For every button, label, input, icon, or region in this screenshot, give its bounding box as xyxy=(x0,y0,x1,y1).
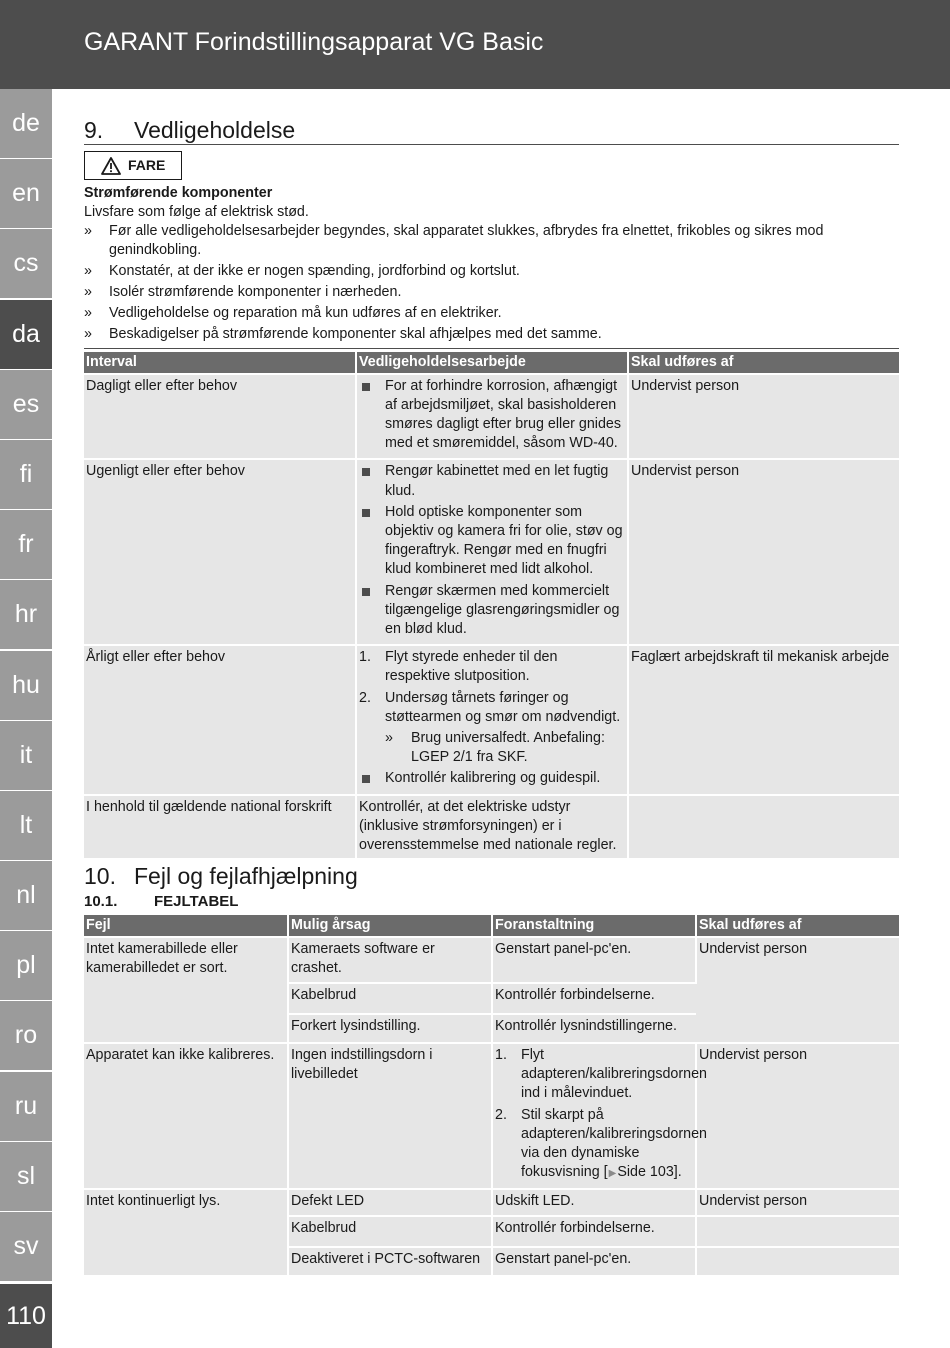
cross-reference-arrow-icon: ▶ xyxy=(608,1168,617,1180)
section-number: 9. xyxy=(84,117,104,143)
danger-label xyxy=(84,151,182,180)
list-item: 2. Undersøg tårnets føringer og støttearmen og smør om nødvendigt. xyxy=(359,689,621,725)
language-tab-en[interactable]: en xyxy=(0,159,52,228)
performer-cell xyxy=(696,1247,899,1275)
cause-cell: Ingen indstillingsdorn i livebilledet xyxy=(288,1043,492,1189)
page-header xyxy=(0,0,950,89)
list-item: 1. Flyt styrede enheder til den respektive slutposition. xyxy=(359,649,558,685)
measure-cell xyxy=(492,1043,707,1189)
work-cell xyxy=(356,645,628,794)
list-item: Rengør kabinettet med en let fugtig klud. xyxy=(359,462,625,500)
language-tab-sl[interactable]: sl xyxy=(0,1142,52,1211)
list-item: » Beskadigelser på strømførende komponenter skal afhjælpes med det samme. xyxy=(84,325,602,342)
fault-cell: Intet kontinuerligt lys. xyxy=(84,1189,288,1275)
performer-cell: Undervist person xyxy=(696,1189,899,1215)
measure-cell: Udskift LED. xyxy=(492,1189,696,1215)
language-tab-da[interactable]: da xyxy=(0,300,52,369)
table-row xyxy=(84,1043,899,1189)
section-rule xyxy=(84,144,899,145)
page-number: 110 xyxy=(0,1284,52,1348)
table-header-row xyxy=(84,915,899,937)
interval-cell: I henhold til gældende national forskrift xyxy=(84,795,356,859)
bullet-marker: » xyxy=(84,304,92,321)
bullet-marker: » xyxy=(84,262,92,279)
language-tab-pl[interactable]: pl xyxy=(0,931,52,1000)
table-top-rule xyxy=(84,348,899,349)
section-heading-maintenance xyxy=(84,116,899,144)
subsection-number: 10.1. xyxy=(84,893,118,911)
table-row xyxy=(84,459,899,645)
section-number: 10. xyxy=(84,863,116,890)
language-tab-fi[interactable]: fi xyxy=(0,440,52,509)
work-cell xyxy=(356,374,628,460)
measure-cell: Kontrollér lysnindstillingerne. xyxy=(492,1014,696,1043)
page-content xyxy=(84,116,899,1275)
column-header: Foranstaltning xyxy=(492,915,696,937)
list-item: » Isolér strømførende komponenter i nærheden. xyxy=(84,283,402,300)
subsection-heading xyxy=(84,892,899,911)
subsection-title: FEJLTABEL xyxy=(154,893,239,911)
cause-cell: Kabelbrud xyxy=(288,983,492,1014)
language-tab-ru[interactable]: ru xyxy=(0,1072,52,1141)
square-bullet-icon xyxy=(362,588,370,596)
column-header: Skal udføres af xyxy=(696,915,899,937)
measure-cell: Genstart panel-pc'en. xyxy=(492,1247,696,1275)
list-item: » Konstatér, at der ikke er nogen spænding, jordforbind og kortslut. xyxy=(84,262,520,279)
bullet-marker: » xyxy=(385,729,393,746)
column-header: Interval xyxy=(84,352,356,374)
language-tab-lt[interactable]: lt xyxy=(0,791,52,860)
list-item: Hold optiske komponenter som objektiv og kamera fri for olie, støv og fingeraftryk. Rengør med en fnugfri klud kombineret med lidt alkohol. xyxy=(359,503,625,580)
table-row xyxy=(84,374,899,460)
interval-cell: Årligt eller efter behov xyxy=(84,645,356,794)
column-header: Mulig årsag xyxy=(288,915,492,937)
list-item: For at forhindre korrosion, afhængigt af arbejdsmiljøet, skal basisholderen smøres dagligt efter brug eller gnides med et smøremiddel, såsom WD-40. xyxy=(359,377,625,454)
language-tab-hu[interactable]: hu xyxy=(0,651,52,720)
bullet-marker: » xyxy=(84,222,92,239)
performer-cell: Faglært arbejdskraft til mekanisk arbejde xyxy=(628,645,899,794)
cause-cell: Kabelbrud xyxy=(288,1216,492,1247)
square-bullet-icon xyxy=(362,383,370,391)
section-title: Fejl og fejlafhjælpning xyxy=(134,863,358,890)
section-heading-faults xyxy=(84,862,899,890)
step-number: 1. xyxy=(495,1046,507,1063)
hazard-title: Strømførende komponenter xyxy=(84,184,273,201)
language-tab-ro[interactable]: ro xyxy=(0,1001,52,1070)
bullet-marker: » xyxy=(84,325,92,342)
list-item: » Brug universalfedt. Anbefaling: LGEP 2/1 fra SKF. xyxy=(385,729,605,766)
table-row xyxy=(84,1189,899,1215)
column-header: Vedligeholdelsesarbejde xyxy=(356,352,628,374)
column-header: Skal udføres af xyxy=(628,352,899,374)
performer-cell: Undervist person xyxy=(628,374,899,460)
list-item: » Vedligeholdelse og reparation må kun udføres af en elektriker. xyxy=(84,304,502,321)
measure-cell: Kontrollér forbindelserne. xyxy=(492,983,696,1014)
square-bullet-icon xyxy=(362,468,370,476)
warning-triangle-icon xyxy=(101,157,121,175)
work-cell: Kontrollér, at det elektriske udstyr (inklusive strømforsyningen) er i overensstemmelse med nationale regler. xyxy=(356,795,628,859)
performer-cell: Undervist person xyxy=(696,937,899,1043)
fault-cell: Apparatet kan ikke kalibreres. xyxy=(84,1043,288,1189)
safety-instructions xyxy=(84,222,899,344)
performer-cell: Undervist person xyxy=(696,1043,899,1189)
hazard-text: Livsfare som følge af elektrisk stød. xyxy=(84,203,309,220)
list-item: » Før alle vedligeholdelsesarbejder begyndes, skal apparatet slukkes, afbrydes fra elnettet, frikobles og sikres mod genindkobling. xyxy=(84,222,824,258)
section-title: Vedligeholdelse xyxy=(134,117,296,143)
document-title: GARANT Forindstillingsapparat VG Basic xyxy=(84,28,544,56)
square-bullet-icon xyxy=(362,775,370,783)
square-bullet-icon xyxy=(362,509,370,517)
language-tab-de[interactable]: de xyxy=(0,89,52,158)
performer-cell xyxy=(628,795,899,859)
cause-cell: Forkert lysindstilling. xyxy=(288,1014,492,1043)
list-item: Kontrollér kalibrering og guidespil. xyxy=(359,769,625,788)
cause-cell: Kameraets software er crashet. xyxy=(288,937,492,982)
performer-cell xyxy=(696,1216,899,1247)
measure-cell: Kontrollér forbindelserne. xyxy=(492,1216,696,1247)
danger-label-text: FARE xyxy=(128,157,166,173)
maintenance-table xyxy=(84,352,899,859)
fault-table xyxy=(84,915,899,1275)
table-header-row xyxy=(84,352,899,374)
work-cell xyxy=(356,459,628,645)
fault-cell: Intet kamerabillede eller kamerabilledet er sort. xyxy=(84,937,288,1043)
cause-cell: Deaktiveret i PCTC-softwaren xyxy=(288,1247,492,1275)
language-tab-hr[interactable]: hr xyxy=(0,580,52,649)
performer-cell: Undervist person xyxy=(628,459,899,645)
table-row xyxy=(84,937,899,982)
language-tab-it[interactable]: it xyxy=(0,721,52,790)
list-item: 1. Flyt adapteren/kalibreringsdornen ind i målevinduet. xyxy=(495,1046,707,1102)
language-tab-es[interactable]: es xyxy=(0,370,52,439)
cause-cell: Defekt LED xyxy=(288,1189,492,1215)
table-row xyxy=(84,645,899,794)
measure-cell: Genstart panel-pc'en. xyxy=(492,937,696,982)
language-tab-nl[interactable]: nl xyxy=(0,861,52,930)
list-item: Rengør skærmen med kommercielt tilgængelige glasrengøringsmidler og en blød klud. xyxy=(359,582,625,640)
step-number: 1. xyxy=(359,649,371,666)
language-tab-sv[interactable]: sv xyxy=(0,1212,52,1281)
step-number: 2. xyxy=(495,1106,507,1123)
language-tab-fr[interactable]: fr xyxy=(0,510,52,579)
bullet-marker: » xyxy=(84,283,92,300)
table-row xyxy=(84,795,899,859)
interval-cell: Ugenligt eller efter behov xyxy=(84,459,356,645)
language-tab-cs[interactable]: cs xyxy=(0,229,52,298)
language-tabs xyxy=(0,89,52,1282)
page-reference-link[interactable]: Side 103]. xyxy=(617,1164,682,1181)
interval-cell: Dagligt eller efter behov xyxy=(84,374,356,460)
step-number: 2. xyxy=(359,689,371,706)
list-item: 2. Stil skarpt på adapteren/kalibreringsdornen via den dynamiske fokusvisning [▶Side 103]. xyxy=(495,1106,693,1184)
column-header: Fejl xyxy=(84,915,288,937)
